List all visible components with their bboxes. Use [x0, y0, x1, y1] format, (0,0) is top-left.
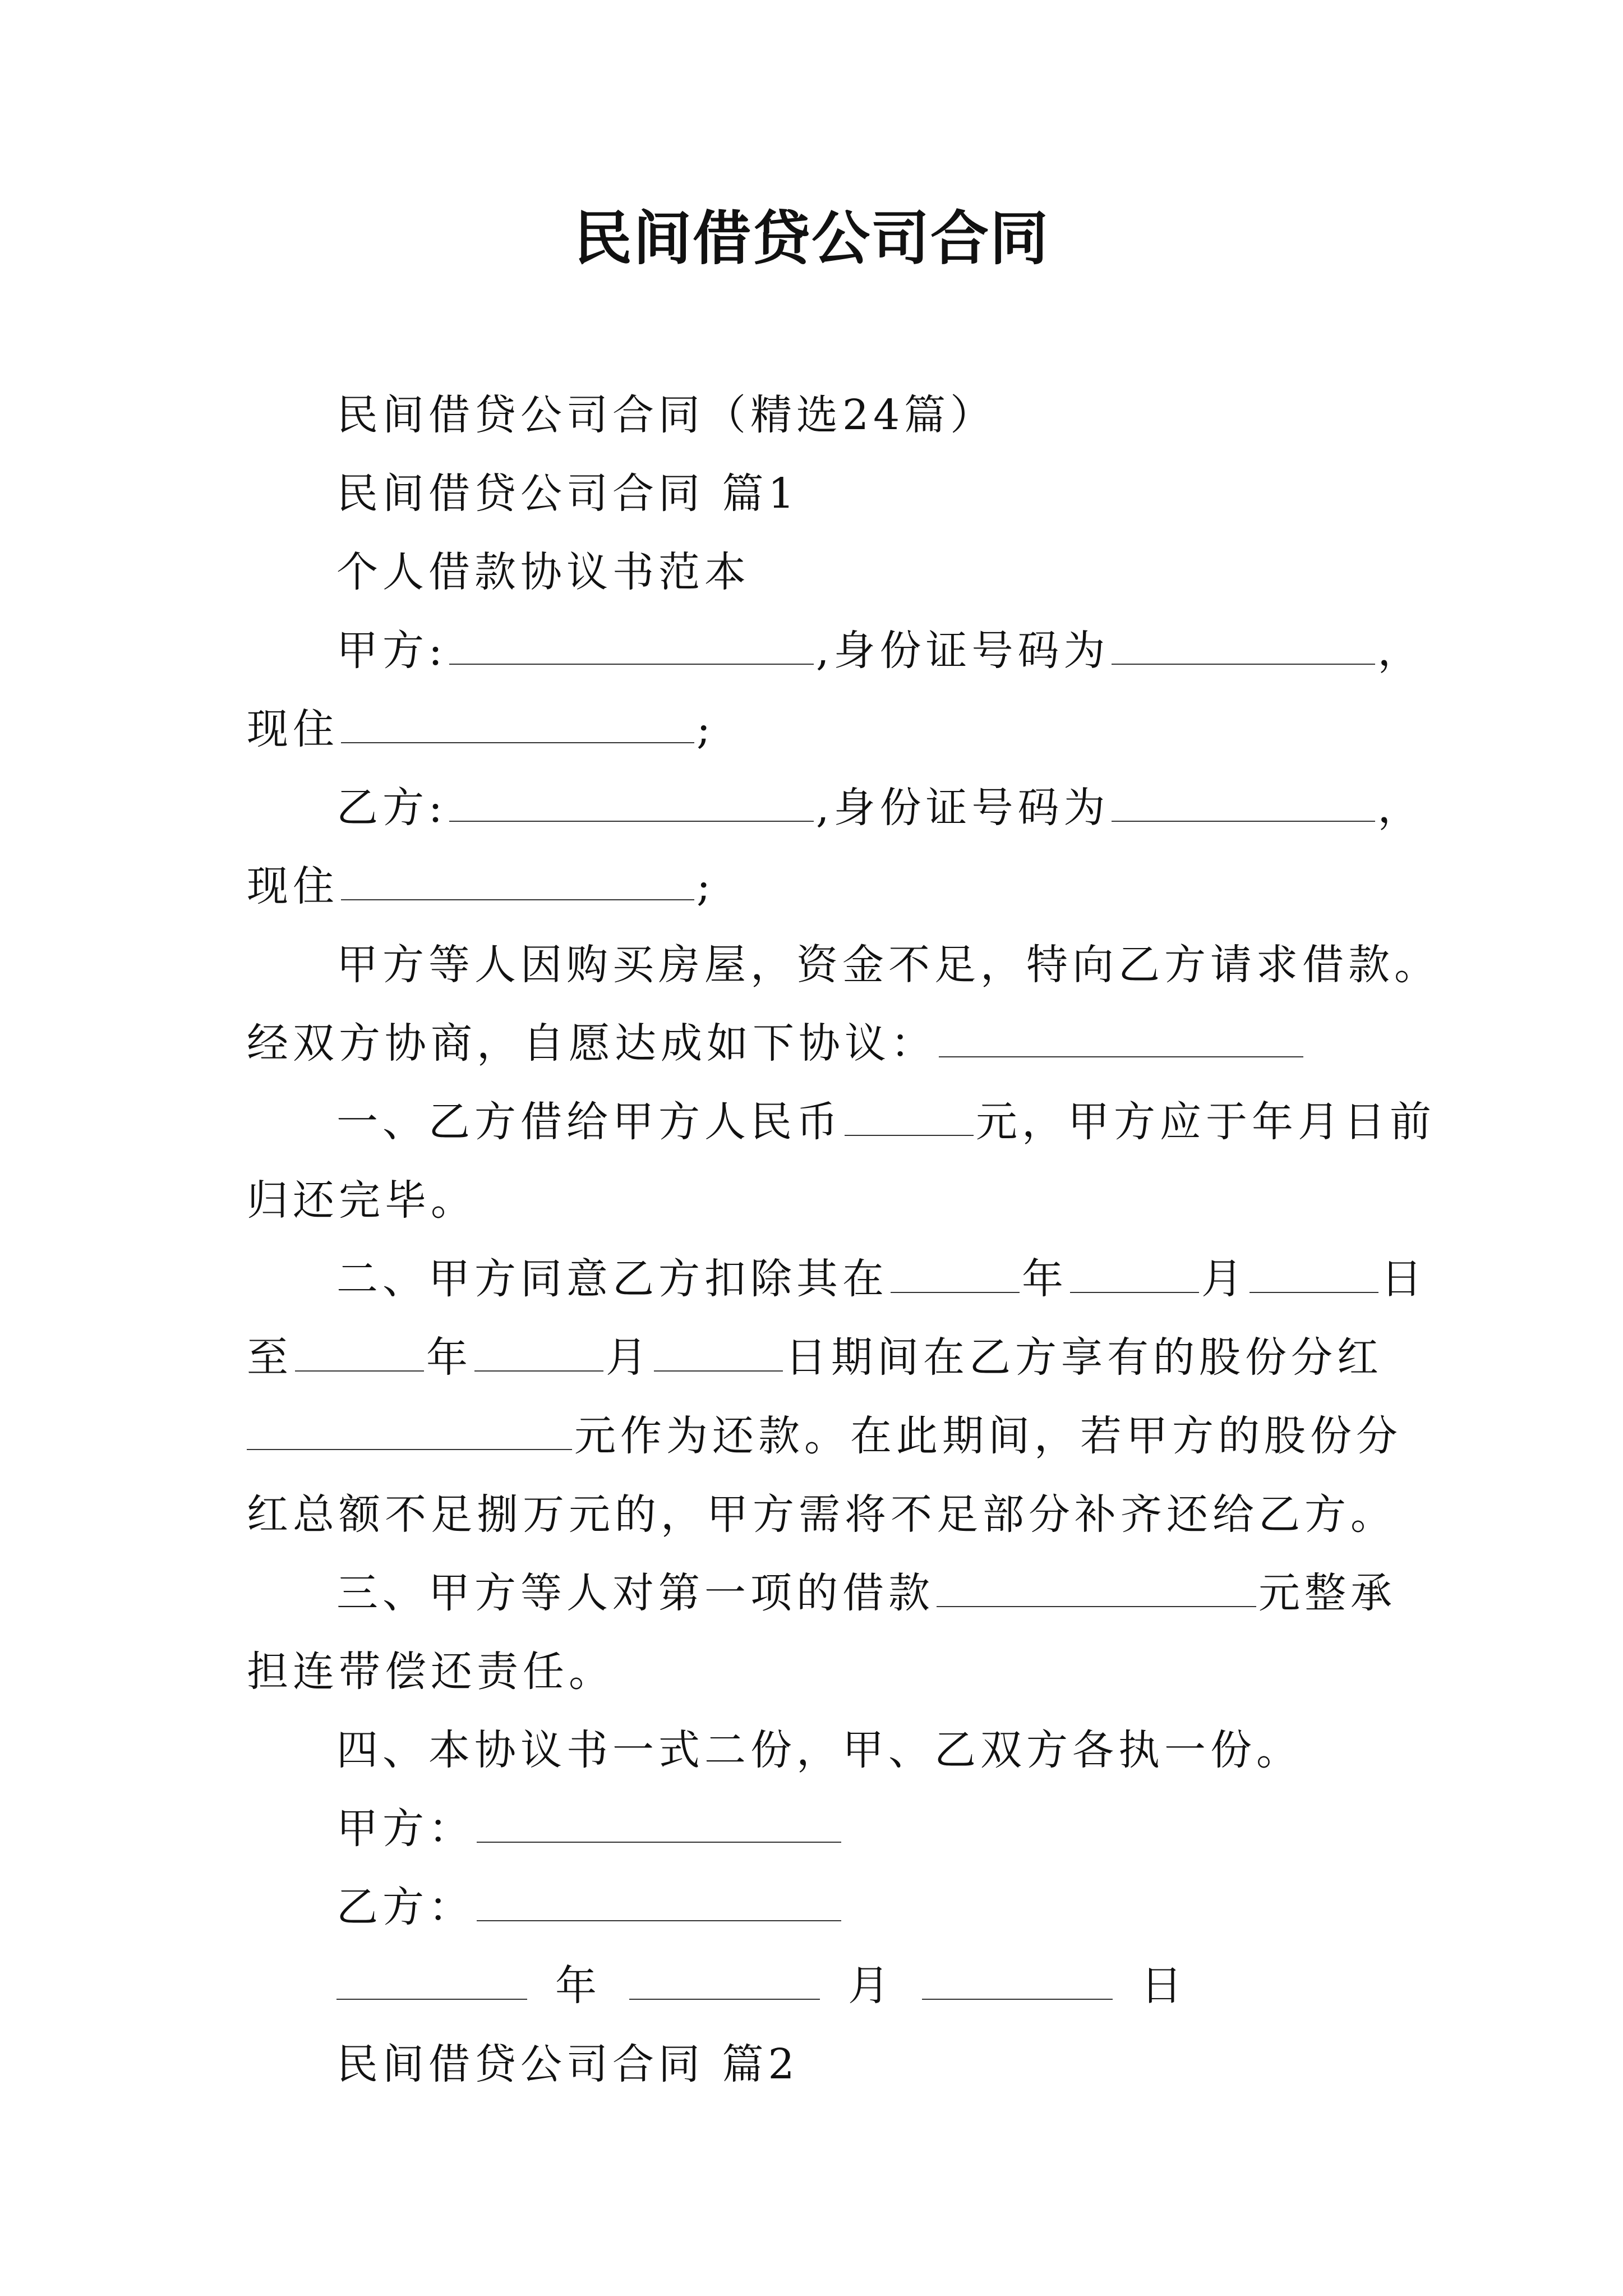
clause-2-year-1: 年 — [1022, 1255, 1068, 1303]
clause-1-part2: 元，甲方应于年月日前 — [976, 1098, 1436, 1146]
intro-line-2 — [247, 1015, 1306, 1071]
party-a-name-blank — [449, 630, 814, 665]
sign-day: 日 — [1141, 1962, 1187, 2010]
intro-blank — [939, 1023, 1303, 1057]
party-a-address-blank — [341, 708, 694, 743]
clause-2-line-4: 红总额不足捌万元的，甲方需将不足部分补齐还给乙方。 — [247, 1490, 1396, 1539]
sign-party-a-blank — [477, 1808, 841, 1843]
subtitle: 民间借贷公司合同（精选24篇） — [336, 391, 997, 439]
party-a-line — [336, 623, 1423, 679]
clause-2-year-blank-2 — [295, 1337, 424, 1372]
clause-2-dividend-blank — [247, 1415, 572, 1450]
clause-3-part2: 元整承 — [1258, 1569, 1396, 1617]
sign-party-a-label: 甲方： — [336, 1805, 474, 1853]
clause-2-part3: 元作为还款。在此期间，若甲方的股份分 — [574, 1412, 1402, 1460]
clause-2-day-blank-2 — [654, 1337, 783, 1372]
clause-2-day-blank-1 — [1249, 1258, 1378, 1293]
clause-1-amount-blank — [845, 1101, 974, 1136]
chapter-1-heading: 民间借贷公司合同 篇1 — [336, 470, 799, 518]
sign-year-blank — [336, 1965, 527, 2000]
clause-2-month-2: 月 — [606, 1333, 652, 1382]
clause-1-line-1 — [336, 1094, 1436, 1150]
party-b-id-label: ,身份证号码为 — [815, 784, 1110, 832]
clause-4-line: 四、本协议书一式二份，甲、乙双方各执一份。 — [336, 1726, 1302, 1774]
party-a-label: 甲方: — [336, 627, 447, 675]
clause-2-year-2: 年 — [426, 1333, 472, 1382]
sign-party-b-label: 乙方： — [336, 1883, 474, 1931]
clause-2-to: 至 — [247, 1333, 293, 1382]
party-b-address-label: 现住 — [247, 862, 339, 910]
party-b-address-end: ; — [697, 862, 715, 910]
sign-party-b-blank — [477, 1887, 841, 1921]
party-a-comma: ， — [1377, 627, 1424, 675]
clause-2-line-2 — [247, 1329, 1383, 1386]
sign-date-line — [336, 1958, 1187, 2014]
chapter-2-heading: 民间借贷公司合同 篇2 — [336, 2040, 799, 2088]
clause-2-month-blank-1 — [1070, 1258, 1199, 1293]
sign-month-blank — [629, 1965, 820, 2000]
party-b-line — [336, 780, 1423, 836]
party-a-id-blank — [1112, 630, 1375, 665]
agreement-heading: 个人借款协议书范本 — [336, 548, 750, 596]
clause-2-line-3 — [247, 1408, 1402, 1464]
clause-1-part1: 一、乙方借给甲方人民币 — [336, 1098, 842, 1146]
sign-month: 月 — [848, 1962, 894, 2010]
party-b-address-blank — [341, 866, 694, 900]
clause-2-month-1: 月 — [1201, 1255, 1247, 1303]
party-b-name-blank — [449, 787, 814, 822]
sign-year: 年 — [555, 1962, 601, 2010]
party-a-id-label: ,身份证号码为 — [815, 627, 1110, 675]
clause-2-day-1: 日 — [1381, 1255, 1427, 1303]
clause-2-year-blank-1 — [891, 1258, 1020, 1293]
clause-3-line-1 — [336, 1565, 1396, 1621]
clause-3-amount-blank — [937, 1572, 1256, 1607]
party-a-address-label: 现住 — [247, 705, 339, 753]
party-b-address-line — [247, 858, 715, 914]
clause-1-line-2: 归还完毕。 — [247, 1176, 477, 1225]
party-b-id-blank — [1112, 787, 1375, 822]
clause-2-part1: 二、甲方同意乙方扣除其在 — [336, 1255, 888, 1303]
clause-3-part1: 三、甲方等人对第一项的借款 — [336, 1569, 934, 1617]
sign-party-a-line — [336, 1801, 843, 1857]
clause-2-part2: 日期间在乙方享有的股份分红 — [785, 1333, 1383, 1382]
clause-3-line-2: 担连带偿还责任。 — [247, 1648, 615, 1696]
clause-2-month-blank-2 — [474, 1337, 603, 1372]
sign-day-blank — [922, 1965, 1113, 2000]
clause-2-line-1 — [336, 1251, 1427, 1307]
document-title: 民间借贷公司合同 — [573, 204, 1049, 273]
party-a-address-line — [247, 701, 715, 757]
intro-line-1: 甲方等人因购买房屋，资金不足，特向乙方请求借款。 — [336, 941, 1440, 989]
party-b-label: 乙方: — [336, 784, 447, 832]
party-b-comma: ， — [1377, 784, 1424, 832]
intro-line-2-text: 经双方协商，自愿达成如下协议： — [247, 1019, 937, 1068]
sign-party-b-line — [336, 1879, 843, 1935]
party-a-address-end: ; — [697, 705, 715, 753]
